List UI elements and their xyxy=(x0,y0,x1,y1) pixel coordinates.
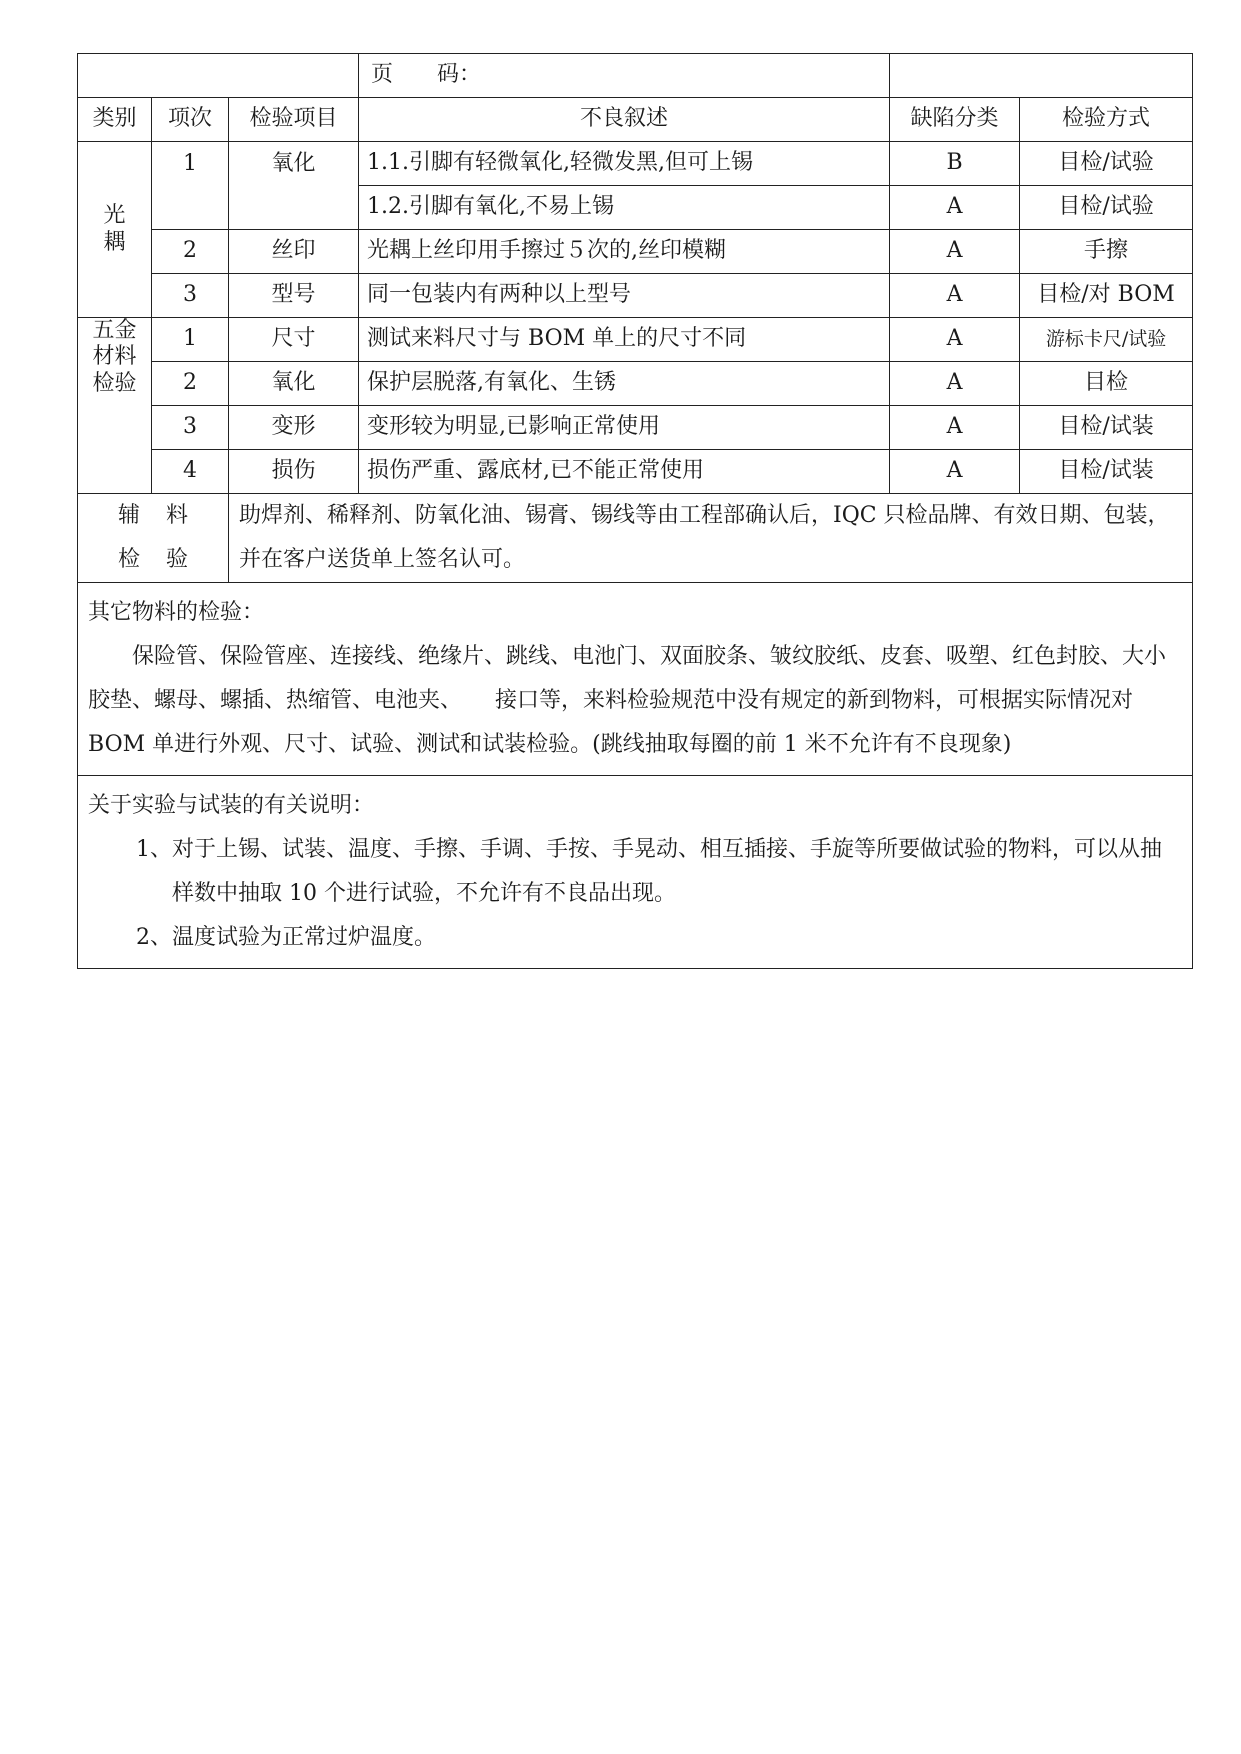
col-header-defect-class: 缺陷分类 xyxy=(890,98,1020,142)
row-defect-class: A xyxy=(890,318,1020,362)
row-item: 型号 xyxy=(229,274,359,318)
table-row xyxy=(78,362,1193,406)
row-method: 目检/试验 xyxy=(1020,186,1193,230)
table-row xyxy=(78,230,1193,274)
row-no: 1 xyxy=(152,318,229,362)
table-row xyxy=(78,274,1193,318)
row-defect-class: A xyxy=(890,406,1020,450)
row-description: 光耦上丝印用手擦过５次的,丝印模糊 xyxy=(359,230,890,274)
category-line: 五金 xyxy=(92,318,137,343)
note-text: 温度试验为正常过炉温度。 xyxy=(172,925,437,950)
auxiliary-row xyxy=(78,494,1193,583)
auxiliary-title xyxy=(78,494,229,583)
row-defect-class: B xyxy=(890,142,1020,186)
page-number-cell xyxy=(359,54,890,98)
row-method: 手擦 xyxy=(1020,230,1193,274)
row-method: 游标卡尺/试验 xyxy=(1020,318,1193,362)
category-line: 耦 xyxy=(103,229,126,255)
note-item xyxy=(136,828,1182,916)
table-row xyxy=(78,406,1193,450)
other-materials-body: 保险管、保险管座、连接线、绝缘片、跳线、电池门、双面胶条、皱纹胶纸、皮套、吸塑、红色封胶、大小胶垫、螺母、螺插、热缩管、电池夹、 接口等，来料检验规范中没有规定的新到物料，可根据实际情况对 BOM 单进行外观、尺寸、试验、测试和试装检验。(跳线抽取每圈的前 1 米不允许有不良现象) xyxy=(88,644,1167,757)
row-defect-class: A xyxy=(890,450,1020,494)
category-line: 检验 xyxy=(92,370,137,396)
note-number: 2、 xyxy=(136,925,172,950)
category-cell xyxy=(78,142,152,318)
row-no: 2 xyxy=(152,230,229,274)
row-no: 3 xyxy=(152,274,229,318)
row-defect-class: A xyxy=(890,186,1020,230)
inspection-table xyxy=(77,53,1193,969)
page-header-blank xyxy=(78,54,359,98)
col-header-item: 检验项目 xyxy=(229,98,359,142)
table-row xyxy=(78,450,1193,494)
row-description: 1.1.引脚有轻微氧化,轻微发黑,但可上锡 xyxy=(359,142,890,186)
row-method: 目检/试装 xyxy=(1020,450,1193,494)
page-number-value xyxy=(890,54,1193,98)
row-method: 目检/试验 xyxy=(1020,142,1193,186)
category-line: 材料 xyxy=(92,344,137,370)
row-item: 丝印 xyxy=(229,230,359,274)
row-no: 2 xyxy=(152,362,229,406)
auxiliary-title-line: 辅料 xyxy=(117,503,214,528)
row-description: 1.2.引脚有氧化,不易上锡 xyxy=(359,186,890,230)
row-item: 损伤 xyxy=(229,450,359,494)
col-header-category: 类别 xyxy=(78,98,152,142)
row-method: 目检/对 BOM xyxy=(1020,274,1193,318)
notes-row xyxy=(78,776,1193,969)
row-item: 变形 xyxy=(229,406,359,450)
note-text: 对于上锡、试装、温度、手擦、手调、手按、手晃动、相互插接、手旋等所要做试验的物料，可以从抽样数中抽取 10 个进行试验，不允许有不良品出现。 xyxy=(172,837,1163,906)
auxiliary-title-line: 检验 xyxy=(117,547,214,572)
notes-cell xyxy=(78,776,1193,969)
row-defect-class: A xyxy=(890,274,1020,318)
other-materials-heading: 其它物料的检验： xyxy=(88,600,265,625)
row-no: 4 xyxy=(152,450,229,494)
row-description: 保护层脱落,有氧化、生锈 xyxy=(359,362,890,406)
table-row xyxy=(78,318,1193,362)
other-materials-cell xyxy=(78,583,1193,776)
row-description: 变形较为明显,已影响正常使用 xyxy=(359,406,890,450)
note-item xyxy=(136,916,1182,960)
column-header-row xyxy=(78,98,1193,142)
category-line: 光 xyxy=(103,203,126,229)
col-header-no: 项次 xyxy=(152,98,229,142)
row-defect-class: A xyxy=(890,362,1020,406)
page-number-label: 页 码： xyxy=(371,62,482,88)
page-number-row xyxy=(78,54,1193,98)
other-materials-row xyxy=(78,583,1193,776)
row-defect-class: A xyxy=(890,230,1020,274)
row-no: 1 xyxy=(152,142,229,230)
col-header-description: 不良叙述 xyxy=(359,98,890,142)
row-item: 氧化 xyxy=(229,362,359,406)
row-method: 目检 xyxy=(1020,362,1193,406)
auxiliary-text: 助焊剂、稀释剂、防氧化油、锡膏、锡线等由工程部确认后，IQC 只检品牌、有效日期、包装，并在客户送货单上签名认可。 xyxy=(229,494,1193,583)
row-description: 同一包装内有两种以上型号 xyxy=(359,274,890,318)
row-no: 3 xyxy=(152,406,229,450)
notes-heading: 关于实验与试装的有关说明： xyxy=(88,793,375,818)
row-item: 尺寸 xyxy=(229,318,359,362)
category-cell xyxy=(78,318,152,494)
row-method: 目检/试装 xyxy=(1020,406,1193,450)
row-description: 损伤严重、露底材,已不能正常使用 xyxy=(359,450,890,494)
row-item: 氧化 xyxy=(229,142,359,230)
table-row xyxy=(78,142,1193,186)
row-description: 测试来料尺寸与 BOM 单上的尺寸不同 xyxy=(359,318,890,362)
col-header-method: 检验方式 xyxy=(1020,98,1193,142)
note-number: 1、 xyxy=(136,837,172,862)
